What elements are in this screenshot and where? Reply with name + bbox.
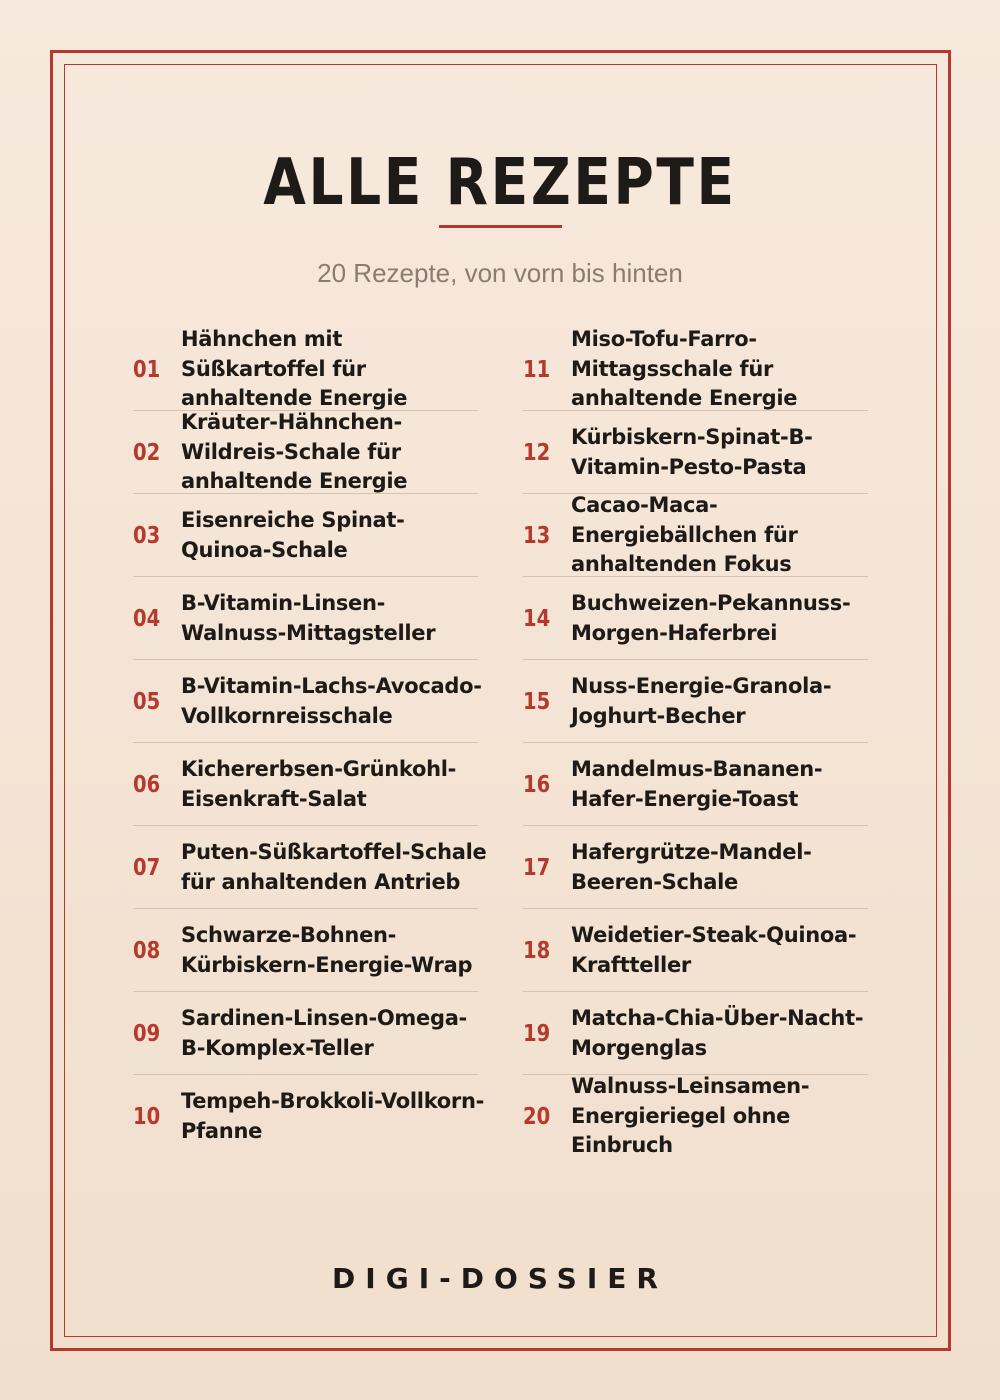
recipe-number: 09: [133, 1020, 161, 1047]
recipe-list-left: [133, 327, 487, 1158]
list-item[interactable]: [133, 328, 478, 411]
recipe-name: Nuss-Energie-Granola-Joghurt-Becher: [571, 674, 832, 728]
recipe-name: Mandelmus-Bananen-Hafer-Energie-Toast: [571, 757, 823, 811]
recipe-number: 20: [523, 1103, 551, 1130]
recipe-name: Kichererbsen-Grünkohl-Eisenkraft-Salat: [181, 757, 457, 811]
recipe-name: B-Vitamin-Lachs-Avocado-Vollkornreisschale: [181, 674, 482, 728]
list-item[interactable]: [523, 826, 868, 909]
list-item[interactable]: [523, 494, 868, 577]
recipe-list-right: [523, 328, 868, 1158]
recipe-number: 04: [133, 605, 161, 632]
recipe-name: Eisenreiche Spinat-Quinoa-Schale: [181, 508, 405, 562]
recipe-name: Tempeh-Brokkoli-Vollkorn-Pfanne: [181, 1089, 485, 1143]
list-item[interactable]: [523, 328, 868, 411]
list-item[interactable]: [133, 1075, 485, 1158]
recipe-number: 08: [133, 937, 161, 964]
footer-brand: DIGI-DOSSIER: [332, 1262, 668, 1295]
recipe-name: Matcha-Chia-Über-Nacht-Morgenglas: [571, 1006, 864, 1060]
recipe-number: 16: [523, 771, 551, 798]
list-item[interactable]: [523, 743, 868, 826]
list-item[interactable]: [523, 909, 868, 992]
recipe-number: 03: [133, 522, 161, 549]
recipe-name: Cacao-Maca-Energiebällchen für anhaltenden Fokus: [571, 493, 798, 577]
recipe-number: 15: [523, 688, 551, 715]
recipe-name: Buchweizen-Pekannuss-Morgen-Haferbrei: [571, 591, 851, 645]
recipe-number: 19: [523, 1020, 551, 1047]
recipe-number: 02: [133, 439, 161, 466]
list-item[interactable]: [523, 660, 868, 743]
list-item[interactable]: [133, 411, 478, 494]
recipe-number: 13: [523, 522, 551, 549]
list-item[interactable]: [133, 826, 487, 909]
recipe-number: 12: [523, 439, 551, 466]
list-item[interactable]: [133, 577, 478, 660]
recipe-number: 10: [133, 1103, 161, 1130]
page-title: ALLE REZEPTE: [263, 146, 737, 220]
recipe-name: Kräuter-Hähnchen-Wildreis-Schale für anhaltende Energie: [181, 410, 408, 494]
recipe-number: 14: [523, 605, 551, 632]
list-item[interactable]: [523, 411, 868, 494]
page-subtitle: 20 Rezepte, von vorn bis hinten: [317, 258, 683, 288]
recipe-name: Walnuss-Leinsamen-Energieriegel ohne Einbruch: [571, 1074, 810, 1158]
list-item[interactable]: [133, 743, 478, 826]
recipe-number: 18: [523, 937, 551, 964]
list-item[interactable]: [133, 992, 478, 1075]
recipe-name: Puten-Süßkartoffel-Schale für anhaltenden Antrieb: [181, 840, 487, 894]
recipe-number: 05: [133, 688, 161, 715]
recipe-name: Hafergrütze-Mandel-Beeren-Schale: [571, 840, 812, 894]
list-item[interactable]: [133, 660, 482, 743]
title-underline: [439, 225, 562, 228]
recipe-name: Weidetier-Steak-Quinoa-Kraftteller: [571, 923, 857, 977]
list-item[interactable]: [523, 992, 868, 1075]
recipe-name: Hähnchen mit Süßkartoffel für anhaltende Energie: [181, 327, 408, 411]
list-item[interactable]: [133, 494, 478, 577]
recipe-number: 01: [133, 356, 161, 383]
recipe-number: 17: [523, 854, 551, 881]
recipe-number: 06: [133, 771, 161, 798]
list-item[interactable]: [133, 909, 478, 992]
recipe-name: Miso-Tofu-Farro-Mittagsschale für anhaltende Energie: [571, 327, 798, 411]
list-item[interactable]: [523, 1075, 868, 1158]
recipe-number: 11: [523, 356, 551, 383]
list-item[interactable]: [523, 577, 868, 660]
recipe-name: B-Vitamin-Linsen-Walnuss-Mittagsteller: [181, 591, 436, 645]
recipe-name: Sardinen-Linsen-Omega-B-Komplex-Teller: [181, 1006, 467, 1060]
recipe-name: Kürbiskern-Spinat-B-Vitamin-Pesto-Pasta: [571, 425, 813, 479]
recipe-name: Schwarze-Bohnen-Kürbiskern-Energie-Wrap: [181, 923, 473, 977]
recipe-number: 07: [133, 854, 161, 881]
